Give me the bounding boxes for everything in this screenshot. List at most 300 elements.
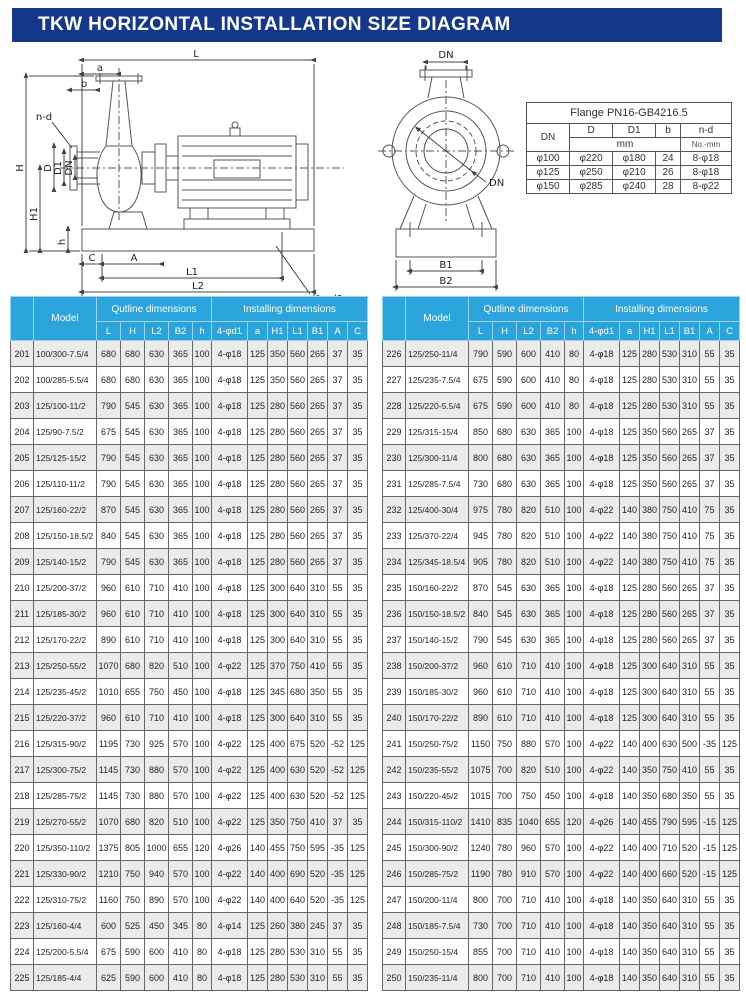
value-cell: φ210 — [613, 166, 656, 180]
model-cell: φ220 — [570, 152, 613, 166]
value-cell: 590 — [493, 341, 517, 367]
outline-dimensions-header: Qutline dimensions — [97, 297, 212, 322]
flange-unit-mm: mm — [570, 138, 681, 152]
table-row — [11, 809, 368, 835]
row-number-cell: 238 — [383, 653, 406, 679]
value-cell: 125 — [248, 705, 268, 731]
row-number-cell: 208 — [11, 523, 34, 549]
flange-header-row — [527, 124, 732, 138]
value-cell: 37 — [700, 445, 720, 471]
value-cell: 675 — [288, 731, 308, 757]
col-L1: L1 — [288, 322, 308, 341]
value-cell: 630 — [288, 783, 308, 809]
value-cell: 100 — [565, 471, 584, 497]
value-cell: 410 — [169, 939, 193, 965]
table-row — [11, 549, 368, 575]
model-cell: 125/315-15/4 — [406, 419, 469, 445]
row-number-cell: 215 — [11, 705, 34, 731]
value-cell: 350 — [268, 809, 288, 835]
value-cell: 600 — [145, 965, 169, 991]
value-cell: 410 — [541, 393, 565, 419]
value-cell: 140 — [620, 809, 640, 835]
value-cell: 560 — [288, 419, 308, 445]
value-cell: 350 — [268, 367, 288, 393]
table-row — [383, 653, 740, 679]
value-cell: 820 — [517, 523, 541, 549]
value-cell: 800 — [469, 887, 493, 913]
value-cell: 4-φ22 — [584, 549, 620, 575]
model-cell: 125/160-4/4 — [34, 913, 97, 939]
value-cell: 365 — [541, 627, 565, 653]
value-cell: 55 — [328, 575, 348, 601]
value-cell: 280 — [640, 627, 660, 653]
value-cell: 100 — [193, 783, 212, 809]
row-number-cell: 211 — [11, 601, 34, 627]
value-cell: -52 — [328, 731, 348, 757]
col-4phid1: 4-φd1 — [212, 322, 248, 341]
value-cell: 310 — [308, 965, 328, 991]
value-cell: 35 — [720, 497, 740, 523]
value-cell: 410 — [541, 887, 565, 913]
value-cell: 345 — [169, 913, 193, 939]
table-row — [11, 835, 368, 861]
value-cell: 35 — [348, 367, 368, 393]
value-cell: 820 — [145, 653, 169, 679]
value-cell: 24 — [656, 152, 681, 166]
value-cell: 345 — [268, 679, 288, 705]
value-cell: 300 — [268, 705, 288, 731]
value-cell: 35 — [720, 549, 740, 575]
value-cell: 140 — [620, 939, 640, 965]
value-cell: 100 — [565, 835, 584, 861]
value-cell: 310 — [680, 887, 700, 913]
value-cell: 545 — [121, 445, 145, 471]
value-cell: 805 — [121, 835, 145, 861]
value-cell: 750 — [288, 653, 308, 679]
value-cell: 975 — [469, 497, 493, 523]
value-cell: 125 — [348, 861, 368, 887]
value-cell: 1000 — [145, 835, 169, 861]
model-cell: 125/185-30/2 — [34, 601, 97, 627]
value-cell: 1145 — [97, 757, 121, 783]
model-cell: 125/185-4/4 — [34, 965, 97, 991]
value-cell: 125 — [620, 419, 640, 445]
value-cell: 280 — [640, 367, 660, 393]
flange-col-d: D — [570, 124, 613, 138]
value-cell: 300 — [268, 575, 288, 601]
value-cell: 400 — [640, 731, 660, 757]
value-cell: 365 — [169, 393, 193, 419]
value-cell: 630 — [145, 497, 169, 523]
value-cell: 75 — [700, 523, 720, 549]
value-cell: 790 — [469, 341, 493, 367]
value-cell: 300 — [640, 653, 660, 679]
value-cell: 790 — [660, 809, 680, 835]
row-number-cell: 201 — [11, 341, 34, 367]
row-number-cell: 210 — [11, 575, 34, 601]
col-A: A — [700, 322, 720, 341]
value-cell: 4-φ18 — [584, 939, 620, 965]
value-cell: 4-φ18 — [212, 939, 248, 965]
value-cell: 410 — [308, 809, 328, 835]
value-cell: 410 — [680, 757, 700, 783]
flange-spec-table — [526, 102, 732, 194]
value-cell: 125 — [620, 705, 640, 731]
value-cell: 640 — [288, 627, 308, 653]
value-cell: 545 — [493, 627, 517, 653]
col-B1: B1 — [680, 322, 700, 341]
value-cell: 37 — [328, 445, 348, 471]
value-cell: 560 — [288, 497, 308, 523]
value-cell: 4-φ18 — [584, 627, 620, 653]
value-cell: 310 — [680, 939, 700, 965]
value-cell: 37 — [700, 627, 720, 653]
value-cell: 545 — [121, 523, 145, 549]
value-cell: 710 — [517, 887, 541, 913]
value-cell: 37 — [328, 523, 348, 549]
value-cell: 55 — [328, 705, 348, 731]
value-cell: 410 — [169, 965, 193, 991]
value-cell: 100 — [193, 887, 212, 913]
value-cell: 125 — [348, 783, 368, 809]
value-cell: 100 — [565, 601, 584, 627]
value-cell: 630 — [517, 575, 541, 601]
value-cell: 280 — [268, 393, 288, 419]
left-table-body — [11, 341, 368, 991]
value-cell: 400 — [268, 887, 288, 913]
value-cell: 100 — [565, 783, 584, 809]
value-cell: 100 — [193, 653, 212, 679]
value-cell: 100 — [565, 627, 584, 653]
value-cell: 350 — [640, 887, 660, 913]
value-cell: 35 — [348, 575, 368, 601]
table-row — [383, 419, 740, 445]
value-cell: 245 — [308, 913, 328, 939]
value-cell: 365 — [541, 575, 565, 601]
value-cell: 1160 — [97, 887, 121, 913]
model-cell: 125/140-15/2 — [34, 549, 97, 575]
table-row — [11, 731, 368, 757]
row-number-cell: 245 — [383, 835, 406, 861]
value-cell: 125 — [248, 731, 268, 757]
value-cell: 630 — [145, 393, 169, 419]
table-row — [383, 471, 740, 497]
value-cell: -52 — [328, 783, 348, 809]
col-h: h — [565, 322, 584, 341]
value-cell: 4-φ26 — [584, 809, 620, 835]
flange-table-body — [527, 152, 732, 194]
value-cell: 595 — [308, 835, 328, 861]
row-number-cell: 207 — [11, 497, 34, 523]
table-row — [11, 393, 368, 419]
value-cell: 750 — [660, 757, 680, 783]
row-number-cell: φ125 — [527, 166, 570, 180]
value-cell: 545 — [121, 549, 145, 575]
value-cell: 4-φ22 — [212, 861, 248, 887]
value-cell: 280 — [268, 549, 288, 575]
value-cell: 850 — [469, 419, 493, 445]
flange-title-row — [527, 103, 732, 124]
value-cell: 640 — [660, 887, 680, 913]
value-cell: 560 — [288, 393, 308, 419]
row-number-cell: 229 — [383, 419, 406, 445]
dim-label-b: b — [80, 79, 88, 90]
value-cell: 630 — [517, 419, 541, 445]
value-cell: 350 — [640, 419, 660, 445]
table-row — [11, 653, 368, 679]
value-cell: 4-φ22 — [212, 783, 248, 809]
value-cell: 680 — [288, 679, 308, 705]
value-cell: 940 — [145, 861, 169, 887]
flange-col-d1: D1 — [613, 124, 656, 138]
value-cell: 125 — [248, 367, 268, 393]
value-cell: 35 — [348, 445, 368, 471]
dimension-tables — [10, 296, 738, 991]
value-cell: 55 — [700, 913, 720, 939]
value-cell: 280 — [268, 965, 288, 991]
value-cell: 680 — [97, 341, 121, 367]
row-number-cell: 225 — [11, 965, 34, 991]
model-header: Model — [34, 297, 97, 341]
dimension-table-left — [10, 296, 368, 991]
value-cell: 560 — [660, 575, 680, 601]
value-cell: 55 — [328, 653, 348, 679]
value-cell: 1190 — [469, 861, 493, 887]
value-cell: 630 — [517, 445, 541, 471]
value-cell: 35 — [348, 341, 368, 367]
value-cell: 560 — [288, 471, 308, 497]
col-C: C — [720, 322, 740, 341]
value-cell: 125 — [248, 913, 268, 939]
value-cell: 880 — [517, 731, 541, 757]
value-cell: 35 — [720, 393, 740, 419]
value-cell: 640 — [660, 913, 680, 939]
value-cell: 125 — [248, 965, 268, 991]
value-cell: 4-φ18 — [584, 783, 620, 809]
model-cell: 150/185-7.5/4 — [406, 913, 469, 939]
row-number-cell: 241 — [383, 731, 406, 757]
value-cell: 410 — [680, 549, 700, 575]
value-cell: 125 — [348, 731, 368, 757]
value-cell: 100 — [565, 861, 584, 887]
value-cell: 125 — [248, 575, 268, 601]
value-cell: 100 — [565, 419, 584, 445]
value-cell: 710 — [517, 939, 541, 965]
value-cell: 380 — [288, 913, 308, 939]
value-cell: 545 — [493, 575, 517, 601]
value-cell: 300 — [640, 679, 660, 705]
value-cell: 28 — [656, 180, 681, 194]
value-cell: 545 — [121, 497, 145, 523]
value-cell: 140 — [620, 835, 640, 861]
value-cell: 4-φ18 — [584, 965, 620, 991]
value-cell: 55 — [700, 757, 720, 783]
value-cell: 365 — [169, 341, 193, 367]
table-row — [11, 705, 368, 731]
value-cell: 655 — [541, 809, 565, 835]
value-cell: 100 — [193, 497, 212, 523]
value-cell: 265 — [308, 497, 328, 523]
value-cell: 125 — [248, 627, 268, 653]
value-cell: 280 — [268, 471, 288, 497]
model-header: Model — [406, 297, 469, 341]
value-cell: 680 — [121, 341, 145, 367]
installing-dimensions-header: Installing dimensions — [212, 297, 368, 322]
value-cell: 600 — [517, 393, 541, 419]
value-cell: 310 — [680, 913, 700, 939]
value-cell: 640 — [288, 705, 308, 731]
value-cell: 610 — [493, 653, 517, 679]
model-cell: 125/310-75/2 — [34, 887, 97, 913]
value-cell: 400 — [268, 757, 288, 783]
value-cell: 365 — [541, 601, 565, 627]
value-cell: 4-φ18 — [212, 601, 248, 627]
value-cell: 510 — [169, 809, 193, 835]
value-cell: 35 — [720, 601, 740, 627]
table-row — [11, 913, 368, 939]
table-row — [527, 152, 732, 166]
value-cell: 4-φ18 — [212, 575, 248, 601]
dim-label-L: L — [193, 49, 199, 60]
value-cell: 880 — [145, 757, 169, 783]
value-cell: 140 — [248, 887, 268, 913]
value-cell: 125 — [620, 341, 640, 367]
value-cell: 780 — [493, 861, 517, 887]
value-cell: 35 — [348, 913, 368, 939]
value-cell: 400 — [640, 861, 660, 887]
value-cell: 500 — [680, 731, 700, 757]
value-cell: 710 — [145, 601, 169, 627]
value-cell: 655 — [121, 679, 145, 705]
value-cell: 55 — [328, 679, 348, 705]
dim-label-D: D — [43, 164, 54, 172]
value-cell: 4-φ22 — [584, 835, 620, 861]
value-cell: 310 — [308, 939, 328, 965]
value-cell: 560 — [288, 367, 308, 393]
value-cell: 35 — [720, 705, 740, 731]
value-cell: 100 — [565, 497, 584, 523]
value-cell: 280 — [640, 341, 660, 367]
dim-label-D1: D1 — [53, 160, 64, 176]
value-cell: 100 — [193, 757, 212, 783]
value-cell: 100 — [193, 549, 212, 575]
value-cell: 630 — [517, 601, 541, 627]
value-cell: 100 — [193, 367, 212, 393]
value-cell: 710 — [517, 653, 541, 679]
dim-label-DN-top: DN — [438, 50, 454, 61]
value-cell: 100 — [565, 549, 584, 575]
value-cell: 8-φ18 — [680, 166, 731, 180]
value-cell: 265 — [308, 471, 328, 497]
model-cell: φ250 — [570, 166, 613, 180]
value-cell: 4-φ18 — [584, 471, 620, 497]
value-cell: 680 — [493, 445, 517, 471]
value-cell: 590 — [121, 939, 145, 965]
value-cell: 780 — [493, 835, 517, 861]
value-cell: 410 — [169, 705, 193, 731]
value-cell: 800 — [469, 445, 493, 471]
value-cell: 350 — [268, 341, 288, 367]
value-cell: 520 — [308, 861, 328, 887]
col-H1: H1 — [640, 322, 660, 341]
value-cell: -15 — [700, 809, 720, 835]
value-cell: 410 — [541, 367, 565, 393]
row-number-cell: 224 — [11, 939, 34, 965]
value-cell: 300 — [640, 705, 660, 731]
value-cell: 310 — [680, 679, 700, 705]
value-cell: 520 — [308, 757, 328, 783]
model-cell: 150/200-11/4 — [406, 887, 469, 913]
dim-label-L1: L1 — [186, 267, 198, 278]
value-cell: 750 — [121, 861, 145, 887]
value-cell: 455 — [640, 809, 660, 835]
value-cell: 680 — [493, 471, 517, 497]
value-cell: 4-φ22 — [212, 757, 248, 783]
value-cell: 630 — [145, 419, 169, 445]
model-cell: 125/100-11/2 — [34, 393, 97, 419]
value-cell: 640 — [288, 887, 308, 913]
value-cell: 1210 — [97, 861, 121, 887]
value-cell: 125 — [248, 757, 268, 783]
value-cell: 300 — [268, 627, 288, 653]
value-cell: 35 — [348, 627, 368, 653]
value-cell: 26 — [656, 166, 681, 180]
value-cell: 750 — [121, 887, 145, 913]
value-cell: 125 — [348, 887, 368, 913]
value-cell: 125 — [248, 445, 268, 471]
table-row — [383, 497, 740, 523]
row-number-cell: 234 — [383, 549, 406, 575]
value-cell: 310 — [308, 601, 328, 627]
model-cell: 125/90-7.5/2 — [34, 419, 97, 445]
model-cell: 150/170-22/2 — [406, 705, 469, 731]
value-cell: 510 — [169, 653, 193, 679]
value-cell: 35 — [348, 809, 368, 835]
value-cell: 630 — [145, 367, 169, 393]
value-cell: 610 — [121, 601, 145, 627]
value-cell: 560 — [288, 341, 308, 367]
value-cell: 4-φ18 — [212, 393, 248, 419]
value-cell: 120 — [193, 835, 212, 861]
row-number-cell: 216 — [11, 731, 34, 757]
value-cell: 400 — [268, 783, 288, 809]
value-cell: 55 — [700, 367, 720, 393]
col-L: L — [97, 322, 121, 341]
value-cell: 35 — [348, 705, 368, 731]
value-cell: 560 — [660, 601, 680, 627]
value-cell: 35 — [348, 653, 368, 679]
model-cell: 125/110-11/2 — [34, 471, 97, 497]
value-cell: 265 — [308, 549, 328, 575]
value-cell: 35 — [348, 471, 368, 497]
value-cell: 4-φ18 — [212, 965, 248, 991]
row-number-cell: 221 — [11, 861, 34, 887]
value-cell: 125 — [620, 627, 640, 653]
value-cell: 125 — [248, 341, 268, 367]
value-cell: 660 — [660, 861, 680, 887]
value-cell: 37 — [328, 341, 348, 367]
table-row — [383, 575, 740, 601]
value-cell: 410 — [541, 653, 565, 679]
table-row — [11, 471, 368, 497]
value-cell: 4-φ18 — [584, 653, 620, 679]
value-cell: 4-φ18 — [584, 341, 620, 367]
value-cell: 4-φ18 — [212, 627, 248, 653]
value-cell: 960 — [517, 835, 541, 861]
value-cell: 365 — [169, 497, 193, 523]
value-cell: 35 — [720, 445, 740, 471]
value-cell: 265 — [680, 419, 700, 445]
